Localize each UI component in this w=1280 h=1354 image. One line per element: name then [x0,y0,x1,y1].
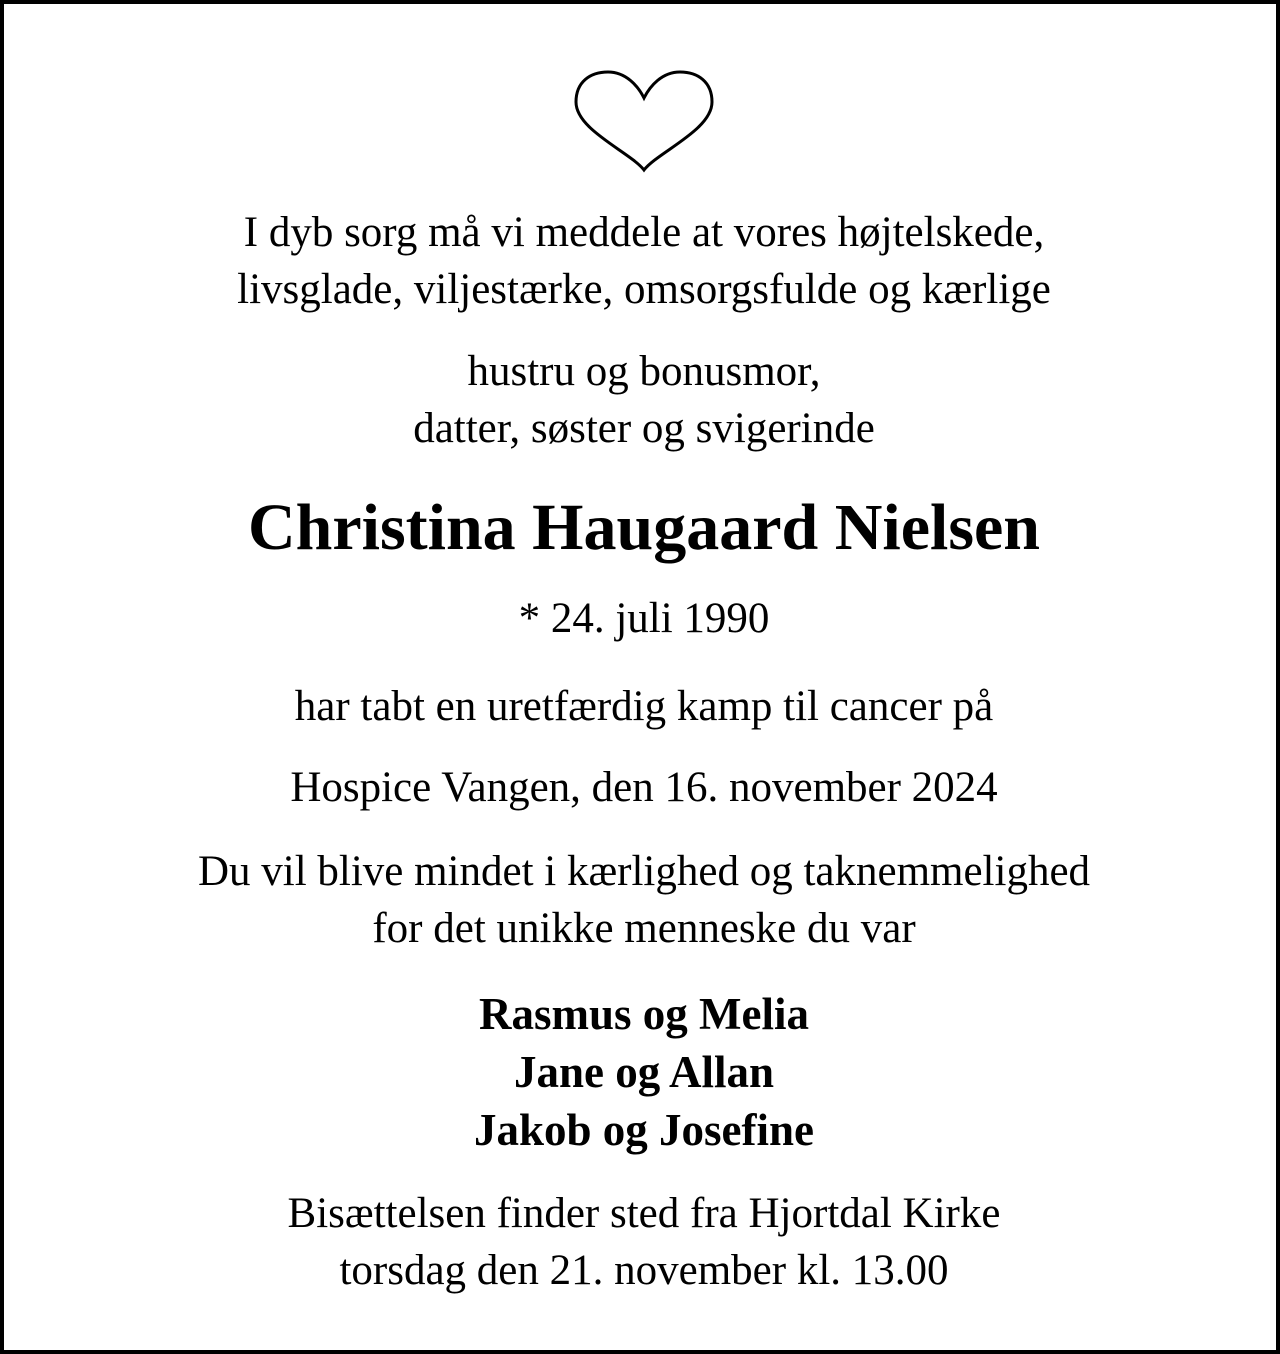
passing-line-2: Hospice Vangen, den 16. november 2024 [290,764,998,811]
signatory-2: Jane og Allan [513,1047,775,1097]
funeral-line-1: Bisættelsen finder sted fra Hjortdal Kirke [287,1190,1001,1237]
relations-line-1: hustru og bonusmor, [467,348,821,395]
birth-date: * 24. juli 1990 [518,595,770,642]
deceased-name: Christina Haugaard Nielsen [247,491,1041,564]
remembrance-line-2: for det unikke menneske du var [372,905,916,952]
remembrance-line-1: Du vil blive mindet i kærlighed og taknemmelighed [197,848,1091,895]
signatory-1: Rasmus og Melia [479,989,809,1039]
passing-line-1: har tabt en uretfærdig kamp til cancer på [294,683,994,730]
relations-line-2: datter, søster og svigerinde [413,405,875,452]
intro-line-1: I dyb sorg må vi meddele at vores højtelskede, [243,209,1045,256]
heart-icon [568,68,720,174]
funeral-line-2: torsdag den 21. november kl. 13.00 [339,1247,949,1294]
signatory-3: Jakob og Josefine [473,1105,815,1155]
intro-line-2: livsglade, viljestærke, omsorgsfulde og kærlige [237,266,1051,313]
